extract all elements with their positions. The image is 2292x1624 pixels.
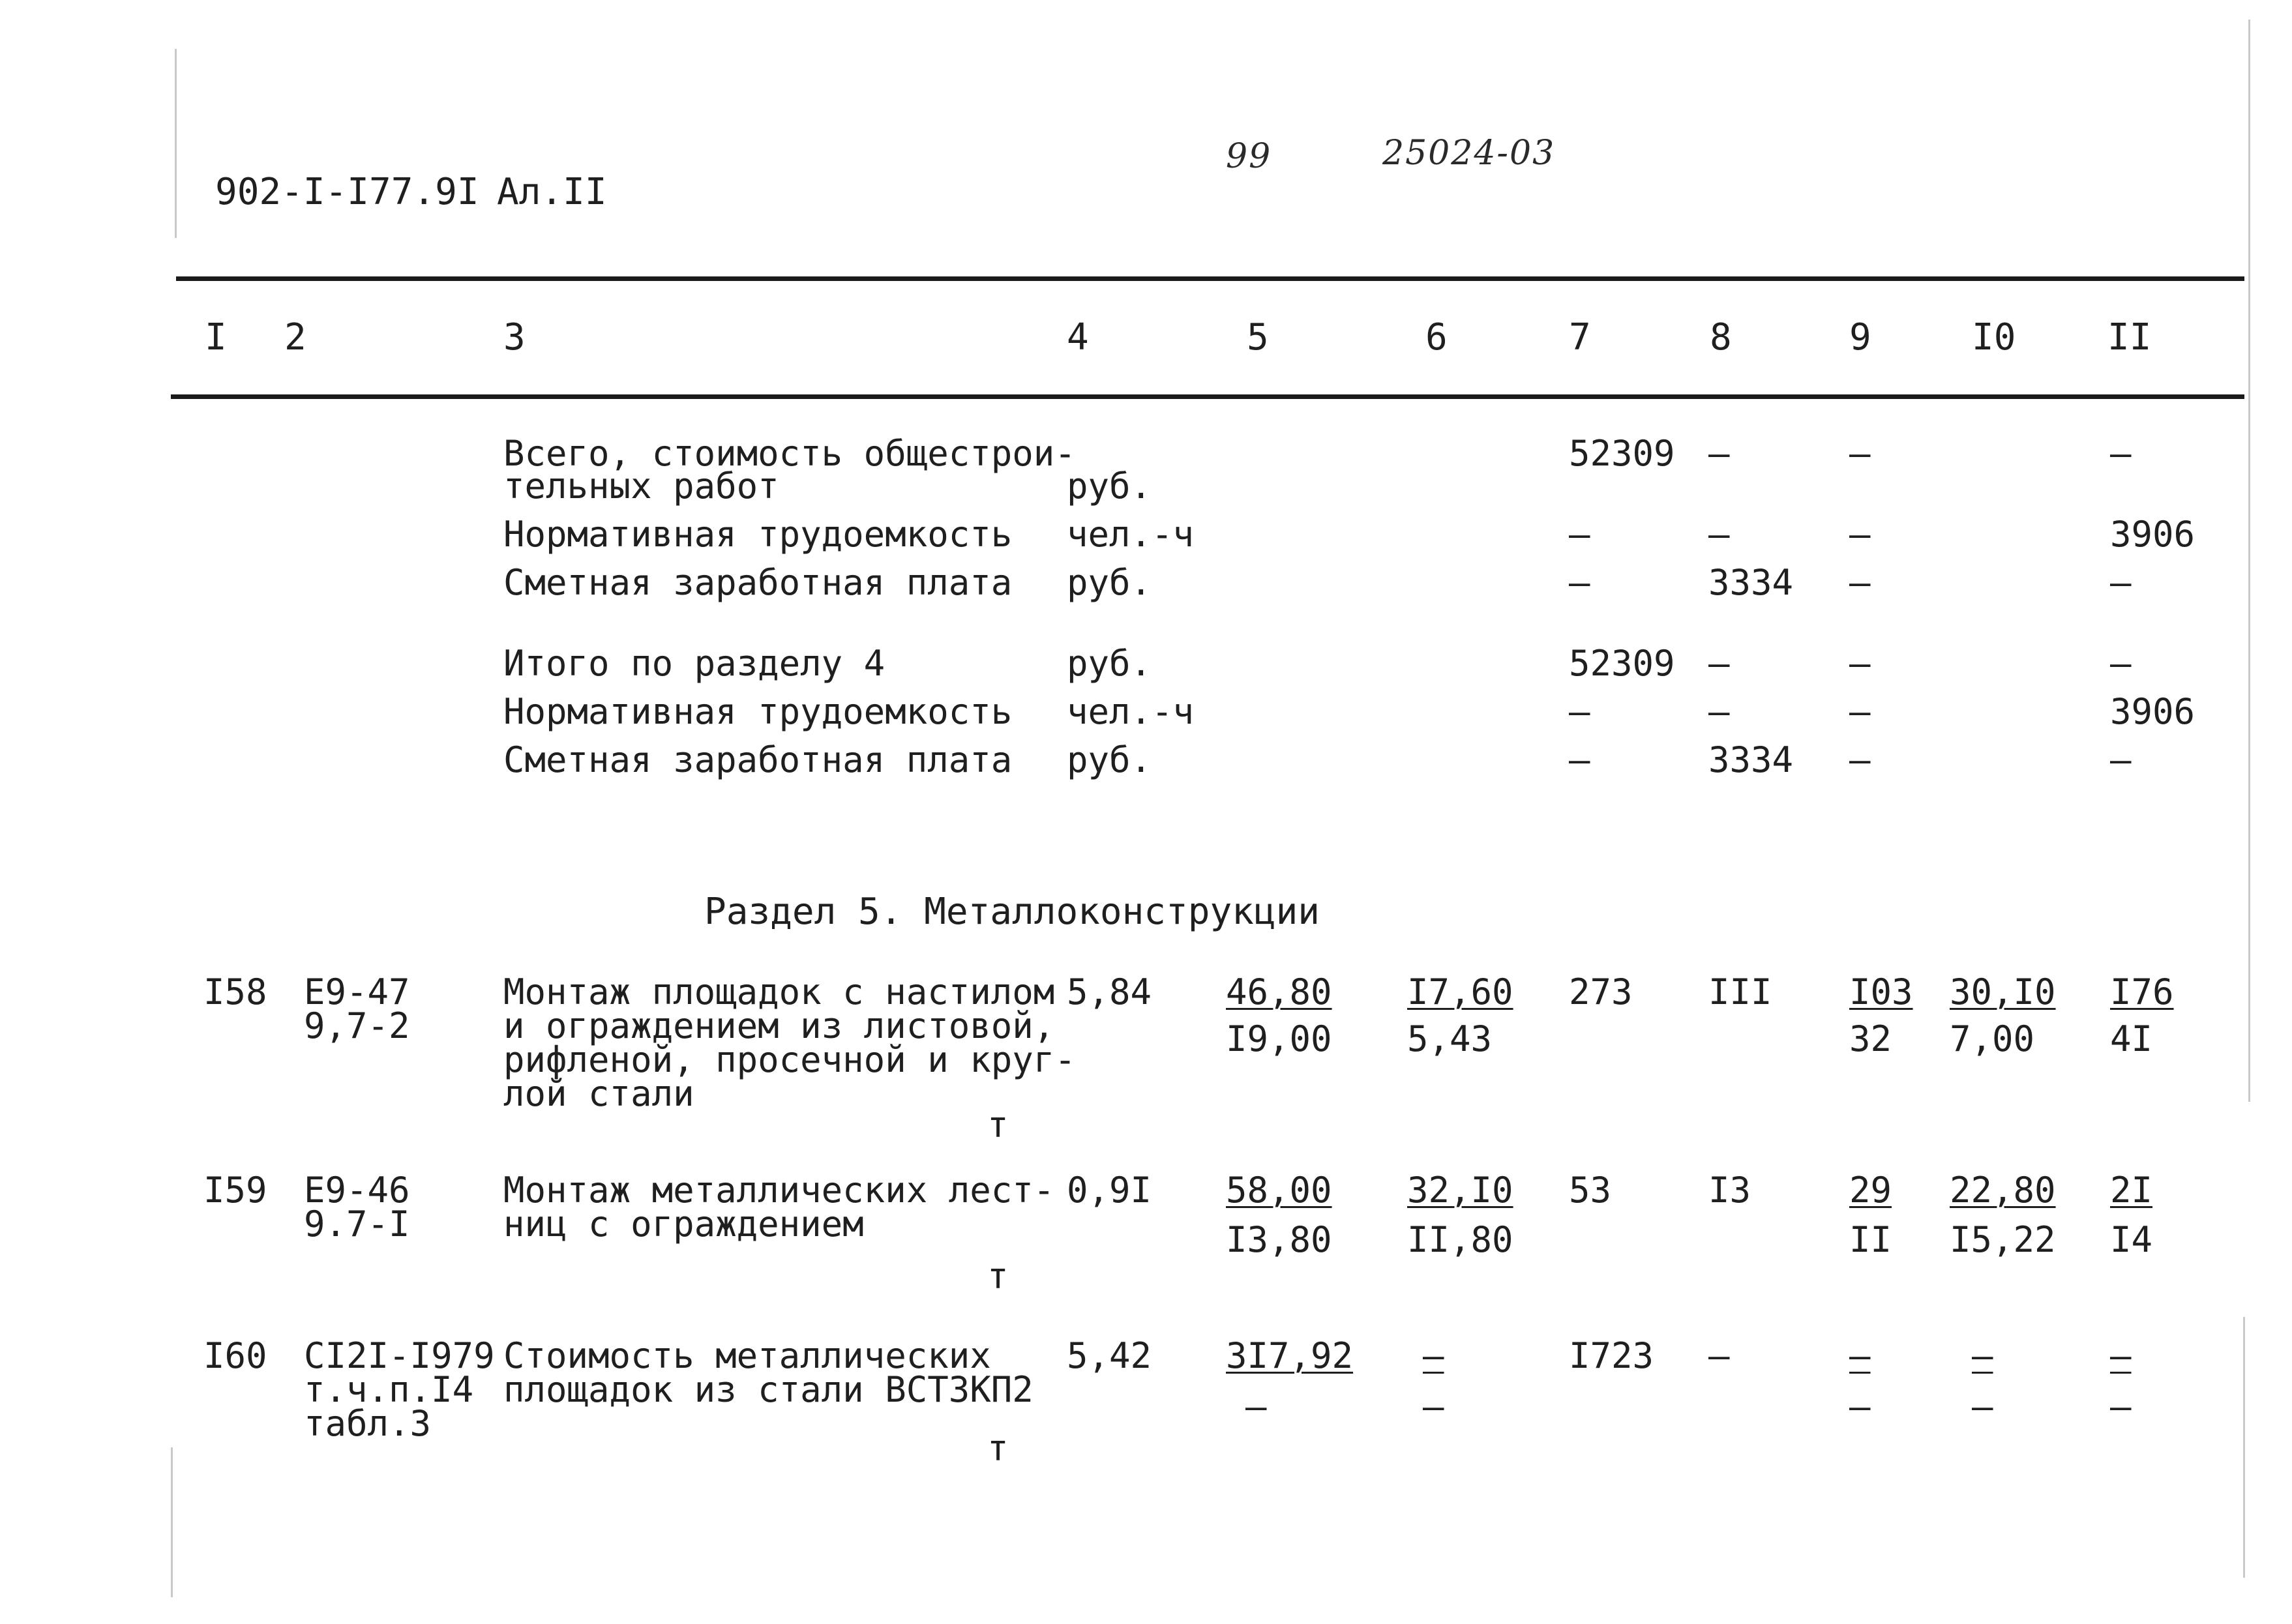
item-col7: 53	[1569, 1170, 1612, 1211]
labor-row-name: Нормативная трудоемкость	[503, 514, 1013, 555]
section-total-unit: руб.	[1067, 643, 1152, 684]
item-col5-top: 46,80	[1226, 971, 1332, 1012]
item-col10-top: 22,80	[1950, 1170, 2056, 1211]
item-col6-top: 32,I0	[1407, 1170, 1513, 1211]
total-row-name-line1: Всего, стоимость общестрои-	[503, 433, 1076, 474]
section-wage-unit: руб.	[1067, 739, 1152, 780]
item-code-line1: СI2I-I979	[304, 1335, 495, 1376]
total-row-name-line2: тельных работ	[503, 465, 779, 507]
item-description-line4: лой стали	[503, 1073, 694, 1114]
scan-edge-right-lower	[2243, 1317, 2245, 1578]
item-col10-top: –	[1972, 1335, 1993, 1376]
wage-row-name: Сметная заработная плата	[503, 562, 1013, 603]
item-unit-mark: т	[987, 1428, 1009, 1469]
wage-row-col9: –	[1849, 562, 1871, 603]
item-col5-top: 3I7,92	[1226, 1335, 1354, 1376]
item-description-line1: Монтаж площадок с настилом	[503, 971, 1055, 1012]
item-col6-bottom: 5,43	[1407, 1018, 1493, 1059]
column-header-3: 3	[503, 316, 526, 359]
item-col11-bottom: 4I	[2110, 1018, 2153, 1059]
item-col5-bottom: –	[1245, 1386, 1267, 1427]
item-description-line1: Монтаж металлических лест-	[503, 1170, 1055, 1211]
item-col8: I3	[1708, 1170, 1751, 1211]
handwritten-code: 25024-03	[1382, 134, 1556, 173]
item-col10-bottom: I5,22	[1950, 1219, 2056, 1260]
document-code: 902-I-I77.9I	[215, 171, 479, 213]
item-description-line2: ниц с ограждением	[503, 1203, 864, 1245]
item-col10-bottom: 7,00	[1950, 1018, 2035, 1059]
item-col6-bottom: II,80	[1407, 1219, 1513, 1260]
item-code-line2: 9,7-2	[304, 1005, 410, 1046]
section-wage-col11: –	[2110, 739, 2132, 780]
section-labor-col9: –	[1849, 691, 1871, 732]
item-col11-top: I76	[2110, 971, 2174, 1012]
section-labor-unit: чел.-ч	[1067, 691, 1195, 732]
column-header-2: 2	[284, 316, 306, 359]
total-row-col11: –	[2110, 433, 2132, 474]
item-col7: 273	[1569, 971, 1633, 1012]
column-header-5: 5	[1247, 316, 1269, 359]
item-col6-bottom: –	[1423, 1386, 1444, 1427]
section-wage-name: Сметная заработная плата	[503, 739, 1013, 780]
section-total-col9: –	[1849, 643, 1871, 684]
item-number: I58	[203, 971, 267, 1012]
column-header-11: II	[2107, 316, 2152, 359]
item-col11-top: 2I	[2110, 1170, 2153, 1211]
total-row-col9: –	[1849, 433, 1871, 474]
item-code-line1: Е9-46	[304, 1170, 410, 1211]
item-code-line2: 9.7-I	[304, 1203, 410, 1245]
total-row-col8: –	[1708, 433, 1730, 474]
section-labor-col11: 3906	[2110, 691, 2195, 732]
item-col5-top: 58,00	[1226, 1170, 1332, 1211]
section-wage-col8: 3334	[1708, 739, 1794, 780]
item-col9-top: 29	[1849, 1170, 1892, 1211]
item-col9-bottom: –	[1849, 1386, 1871, 1427]
column-header-4: 4	[1067, 316, 1089, 359]
column-header-1: I	[205, 316, 227, 359]
header-top-rule	[176, 276, 2244, 281]
item-col6-top: I7,60	[1407, 971, 1513, 1012]
item-description-line2: площадок из стали ВСТЗКП2	[503, 1369, 1034, 1410]
item-unit-mark: т	[987, 1256, 1009, 1297]
section-wage-col7: –	[1569, 739, 1590, 780]
item-col9-top: –	[1849, 1335, 1871, 1376]
item-col11-bottom: –	[2110, 1386, 2132, 1427]
wage-row-unit: руб.	[1067, 562, 1152, 603]
total-row-unit: руб.	[1067, 465, 1152, 507]
item-col7: I723	[1569, 1335, 1654, 1376]
item-col5-bottom: I9,00	[1226, 1018, 1332, 1059]
column-header-6: 6	[1425, 316, 1448, 359]
column-header-8: 8	[1710, 316, 1732, 359]
section-title: Раздел 5. Металлоконструкции	[704, 891, 1320, 933]
item-col9-top: I03	[1849, 971, 1913, 1012]
item-col9-bottom: 32	[1849, 1018, 1892, 1059]
section-total-col11: –	[2110, 643, 2132, 684]
labor-row-col11: 3906	[2110, 514, 2195, 555]
wage-row-col11: –	[2110, 562, 2132, 603]
labor-row-unit: чел.-ч	[1067, 514, 1195, 555]
item-number: I60	[203, 1335, 267, 1376]
item-quantity: 5,42	[1067, 1335, 1152, 1376]
header-bottom-rule	[171, 394, 2244, 399]
item-col11-top: –	[2110, 1335, 2132, 1376]
column-header-9: 9	[1849, 316, 1871, 359]
item-number: I59	[203, 1170, 267, 1211]
scan-edge-right	[2248, 20, 2250, 1102]
item-col8: –	[1708, 1335, 1730, 1376]
item-quantity: 0,9I	[1067, 1170, 1152, 1211]
item-description-line1: Стоимость металлических	[503, 1335, 991, 1376]
section-total-name: Итого по разделу 4	[503, 643, 886, 684]
section-total-col7: 52309	[1569, 643, 1675, 684]
item-description-line3: рифленой, просечной и круг-	[503, 1039, 1076, 1080]
total-row-col7: 52309	[1569, 433, 1675, 474]
section-labor-col7: –	[1569, 691, 1590, 732]
wage-row-col8: 3334	[1708, 562, 1794, 603]
item-quantity: 5,84	[1067, 971, 1152, 1012]
section-labor-col8: –	[1708, 691, 1730, 732]
item-col6-top: –	[1423, 1335, 1444, 1376]
column-header-7: 7	[1569, 316, 1591, 359]
section-wage-col9: –	[1849, 739, 1871, 780]
album-label: Ал.II	[497, 171, 607, 213]
scan-edge-left-lower	[171, 1447, 173, 1597]
labor-row-col8: –	[1708, 514, 1730, 555]
item-description-line2: и ограждением из листовой,	[503, 1005, 1055, 1046]
wage-row-col7: –	[1569, 562, 1590, 603]
item-col8: III	[1708, 971, 1772, 1012]
page-number: 99	[1226, 137, 1272, 176]
item-col10-top: 30,I0	[1950, 971, 2056, 1012]
labor-row-col9: –	[1849, 514, 1871, 555]
section-total-col8: –	[1708, 643, 1730, 684]
item-code-line1: Е9-47	[304, 971, 410, 1012]
section-labor-name: Нормативная трудоемкость	[503, 691, 1013, 732]
item-col5-bottom: I3,80	[1226, 1219, 1332, 1260]
item-col11-bottom: I4	[2110, 1219, 2153, 1260]
scan-edge-left	[175, 49, 177, 238]
labor-row-col7: –	[1569, 514, 1590, 555]
item-code-line3: табл.3	[304, 1403, 432, 1444]
item-code-line2: т.ч.п.I4	[304, 1369, 474, 1410]
item-col10-bottom: –	[1972, 1386, 1993, 1427]
item-col9-bottom: II	[1849, 1219, 1892, 1260]
item-unit-mark: т	[987, 1104, 1009, 1145]
column-header-10: I0	[1972, 316, 2016, 359]
